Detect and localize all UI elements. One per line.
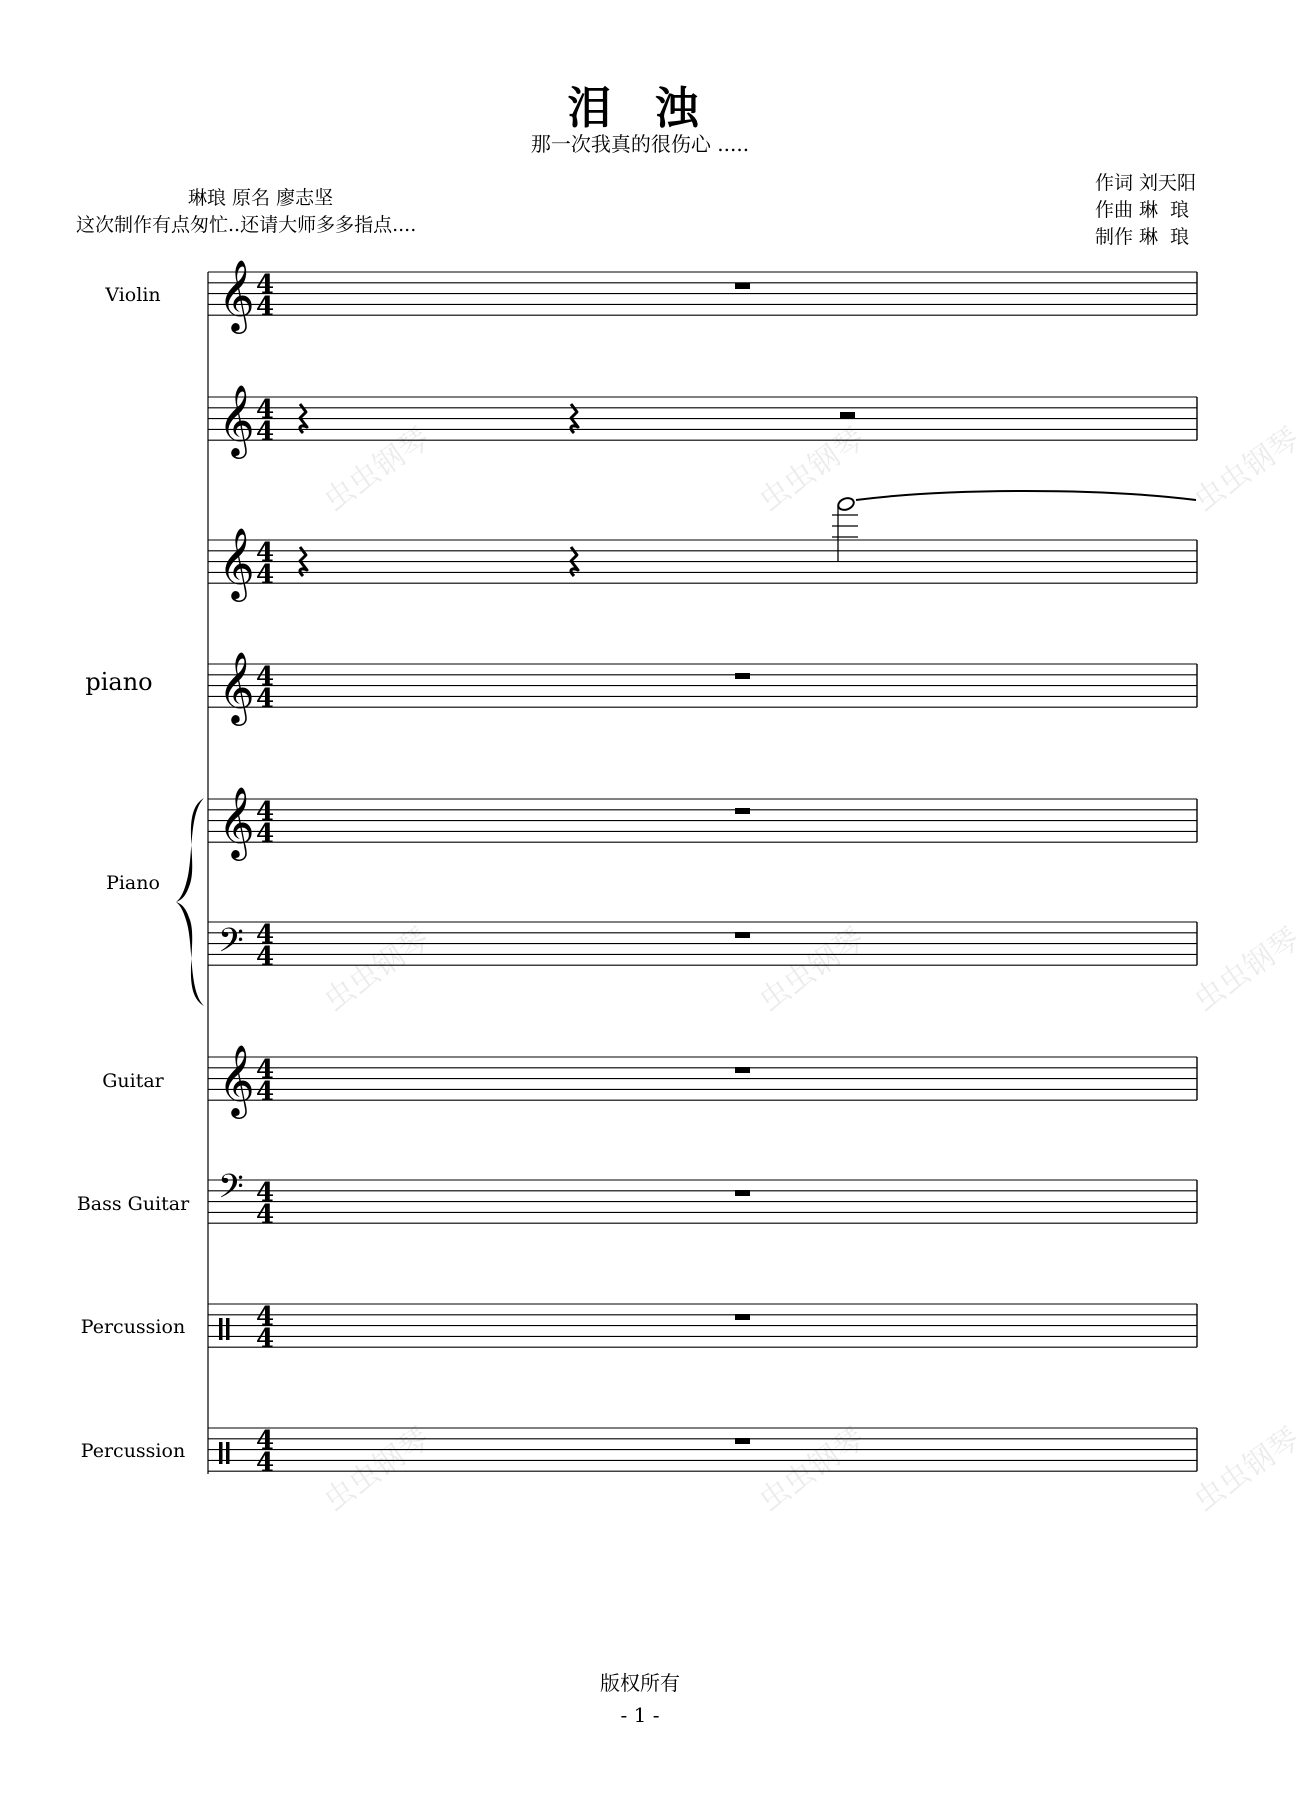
piano-brace — [176, 798, 204, 1006]
time-signature-top: 4 — [255, 662, 275, 692]
instrument-label-bass-guitar: Bass Guitar — [76, 1193, 190, 1215]
time-signature-bottom: 4 — [255, 819, 275, 849]
credit-composer: 作曲 琳 琅 — [1094, 199, 1190, 221]
whole-rest — [735, 283, 750, 289]
whole-rest — [735, 673, 750, 679]
instrument-label-piano: Piano — [106, 872, 160, 894]
watermark: 虫虫钢琴 — [752, 1421, 872, 1519]
watermark: 虫虫钢琴 — [752, 421, 872, 519]
time-signature-top: 4 — [255, 395, 275, 425]
watermark: 虫虫钢琴 — [317, 421, 437, 519]
credit-lyricist: 作词 刘天阳 — [1094, 172, 1196, 194]
treble-clef: 𝄞 — [218, 785, 255, 858]
bass-clef: 𝄢 — [218, 1168, 244, 1214]
page-title: 泪 浊 — [567, 83, 713, 134]
page-subtitle: 那一次我真的很伤心 ..... — [530, 132, 750, 156]
watermark: 虫虫钢琴 — [1187, 1421, 1307, 1519]
whole-rest — [735, 1314, 750, 1320]
instrument-label-percussion-2: Percussion — [80, 1440, 186, 1462]
whole-rest — [735, 1438, 750, 1444]
tie — [856, 491, 1196, 500]
time-signature-bottom: 4 — [255, 417, 275, 447]
credit-producer: 制作 琳 琅 — [1094, 226, 1190, 248]
instrument-label-piano-small: piano — [85, 668, 153, 696]
whole-rest — [735, 808, 750, 814]
watermark: 虫虫钢琴 — [317, 1421, 437, 1519]
arranger-comment: 这次制作有点匆忙..还请大师多多指点.... — [76, 214, 417, 236]
time-signature-top: 4 — [255, 1426, 275, 1456]
arranger-name: 琳琅 原名 廖志坚 — [188, 187, 334, 209]
treble-clef: 𝄞 — [218, 383, 255, 456]
time-signature-bottom: 4 — [255, 684, 275, 714]
watermark: 虫虫钢琴 — [1187, 421, 1307, 519]
treble-clef: 𝄞 — [218, 650, 255, 723]
whole-rest — [735, 1067, 750, 1073]
half-note-head — [837, 496, 856, 512]
time-signature-bottom: 4 — [255, 292, 275, 322]
treble-clef: 𝄞 — [218, 526, 255, 599]
time-signature-top: 4 — [255, 270, 275, 300]
instrument-label-guitar: Guitar — [102, 1070, 164, 1092]
footer-copyright: 版权所有 — [600, 1671, 680, 1695]
bass-clef: 𝄢 — [218, 922, 244, 968]
instrument-label-percussion-1: Percussion — [80, 1316, 186, 1338]
half-rest — [840, 412, 855, 418]
time-signature-top: 4 — [255, 1302, 275, 1332]
treble-clef: 𝄞 — [218, 1043, 255, 1116]
time-signature-bottom: 4 — [255, 1324, 275, 1354]
time-signature-bottom: 4 — [255, 1077, 275, 1107]
whole-rest — [735, 932, 750, 938]
footer-page-number: - 1 - — [620, 1703, 660, 1727]
time-signature-bottom: 4 — [255, 1200, 275, 1230]
time-signature-bottom: 4 — [255, 560, 275, 590]
time-signature-bottom: 4 — [255, 1448, 275, 1478]
time-signature-top: 4 — [255, 1178, 275, 1208]
watermark: 虫虫钢琴 — [317, 921, 437, 1019]
time-signature-top: 4 — [255, 1055, 275, 1085]
whole-rest — [735, 1190, 750, 1196]
instrument-label-violin: Violin — [105, 284, 161, 306]
treble-clef: 𝄞 — [218, 258, 255, 331]
watermark: 虫虫钢琴 — [1187, 921, 1307, 1019]
time-signature-top: 4 — [255, 538, 275, 568]
time-signature-top: 4 — [255, 920, 275, 950]
time-signature-top: 4 — [255, 797, 275, 827]
time-signature-bottom: 4 — [255, 942, 275, 972]
watermark: 虫虫钢琴 — [752, 921, 872, 1019]
